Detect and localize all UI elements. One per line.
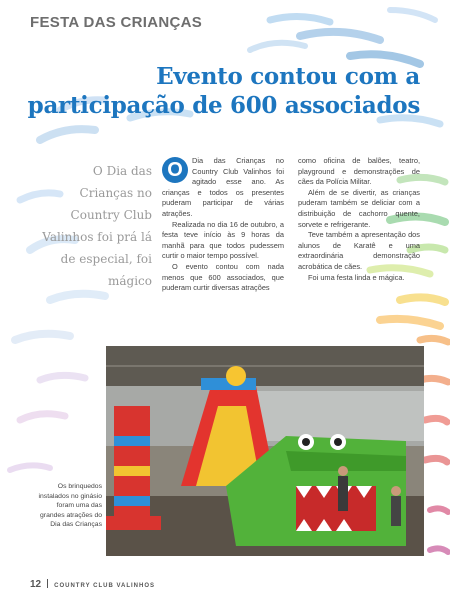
paragraph-text: Dia das Crianças no Country Club Valinhos foi agitado esse ano. As crianças e todos os presentes puderam participar de várias atrações.: [162, 156, 284, 218]
page-footer: [30, 574, 155, 592]
headline: [20, 62, 420, 120]
paragraph: Foi uma festa linda e mágica.: [308, 272, 405, 282]
paragraph: Teve também a apresentação dos alunos de Karatê e uma extraordinária demonstração acrobática de cães.: [298, 230, 420, 271]
page-number: 12: [30, 579, 42, 590]
headline-line-1: Evento contou com a: [156, 63, 420, 90]
paragraph: como oficina de balões, teatro, playground e demonstrações de cães da Polícia Militar.: [298, 156, 420, 187]
paragraph: [162, 156, 284, 220]
paragraph: O evento contou com nada menos que 600 associados, que puderam curtir diversas atrações: [162, 261, 284, 293]
dropcap: O: [162, 157, 188, 183]
paragraph: Além de se divertir, as crianças puderam também se deliciar com a distribuição de cachorro quente, sorvete e refrigerante.: [298, 187, 420, 229]
inflatable-playground-image: [106, 346, 424, 556]
lead-text: O Dia das Crianças no Country Club Valinhos foi prá lá de especial, foi mágico: [42, 164, 152, 288]
paragraph: Realizada no dia 16 de outubro, a festa teve início às 9 horas da manhã para que todos pudessem curtir o maior tempo possível.: [162, 219, 284, 261]
footer-divider: [47, 579, 48, 588]
photo-caption: Os brinquedos instalados no ginásio foram uma das grandes atrações do Dia das Crianças: [38, 483, 102, 529]
article-column-2: [298, 156, 420, 283]
magazine-name: COUNTRY CLUB VALINHOS: [54, 583, 156, 589]
headline-line-2: participação de 600 associados: [27, 92, 420, 119]
section-title: FESTA DAS CRIANÇAS: [30, 14, 203, 31]
article-column-1: [162, 156, 284, 294]
event-photo: [106, 346, 424, 556]
